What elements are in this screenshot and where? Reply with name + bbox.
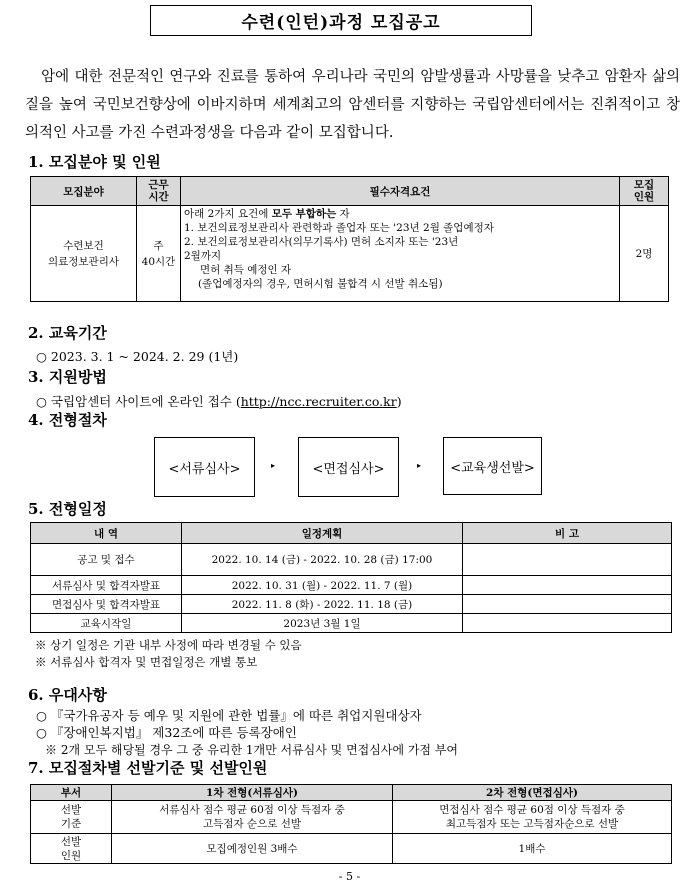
preference-note: ※ 2개 모두 해당될 경우 그 중 유리한 1개만 서류심사 및 면접심사에 가점 부여: [45, 743, 459, 757]
section-4-heading: 4. 전형절차: [28, 411, 107, 429]
recruitment-table: [30, 176, 669, 302]
section-2-heading: 2. 교육기간: [28, 324, 107, 342]
schedule-plan: 2022. 10. 14 (금) - 2022. 10. 28 (금) 17:00: [182, 544, 463, 576]
schedule-table: [30, 522, 672, 633]
header-requirements: 필수자격요건: [181, 177, 620, 206]
schedule-plan: 2022. 11. 8 (화) - 2022. 11. 18 (금): [182, 595, 463, 614]
schedule-note: [463, 576, 672, 595]
selection-label: 선발 인원: [31, 834, 112, 864]
selection-first: 서류심사 점수 평균 60점 이상 득점자 중 고득점자 순으로 선발: [112, 801, 393, 834]
selection-second: 면접심사 점수 평균 60점 이상 득점자 중 최고득점자 또는 고득점자순으로 선발: [393, 801, 672, 834]
req-2c: 면허 취득 예정인 자: [200, 264, 292, 276]
schedule-header-item: 내 역: [31, 523, 182, 544]
schedule-note-2: ※ 서류심사 합격자 및 면접일정은 개별 통보: [35, 655, 258, 669]
application-method: ○ 국립암센터 사이트에 온라인 접수 (http://ncc.recruiter.co.kr): [36, 394, 402, 409]
schedule-item: 공고 및 접수: [31, 544, 182, 576]
req-2: 2. 보건의료정보관리사(의무기록사) 면허 소지자 또는 '23년: [184, 236, 459, 248]
selection-table: [30, 784, 672, 864]
page-number: - 5 -: [338, 870, 361, 883]
section-1-heading: 1. 모집분야 및 인원: [28, 153, 161, 171]
schedule-plan: 2022. 10. 31 (월) - 2022. 11. 7 (월): [182, 576, 463, 595]
selection-header-dept: 부서: [31, 785, 112, 801]
arrow-icon: ▸: [417, 461, 422, 470]
section-6-heading: 6. 우대사항: [28, 686, 107, 704]
cell-hours: 주 40시간: [137, 206, 181, 302]
cell-field: 수련보건 의료정보관리사: [31, 206, 137, 302]
header-field: 모집분야: [31, 177, 137, 206]
step-document-review: <서류심사>: [154, 437, 255, 497]
selection-header-first: 1차 전형(서류심사): [112, 785, 393, 801]
selection-header-second: 2차 전형(면접심사): [393, 785, 672, 801]
page-title: 수련(인턴)과정 모집공고: [150, 5, 532, 36]
schedule-item: 서류심사 및 합격자발표: [31, 576, 182, 595]
req-intro: 아래 2가지 요건에 모두 부합하는 자: [184, 208, 350, 220]
section-3-heading: 3. 지원방법: [28, 368, 107, 386]
step-interview: <면접심사>: [298, 437, 399, 497]
req-2b: 2월까지: [184, 250, 222, 262]
schedule-header-note: 비 고: [463, 523, 672, 544]
arrow-icon: ▸: [271, 461, 276, 470]
schedule-item: 교육시작일: [31, 614, 182, 633]
education-period: ○ 2023. 3. 1 ~ 2024. 2. 29 (1년): [36, 349, 239, 364]
preference-item-2: ○ 『장애인복지법』 제32조에 따른 등록장애인: [36, 725, 297, 740]
schedule-note-1: ※ 상기 일정은 기관 내부 사정에 따라 변경될 수 있음: [35, 638, 302, 652]
req-1: 1. 보건의료정보관리사 관련학과 졸업자 또는 '23년 2월 졸업예정자: [184, 222, 494, 234]
schedule-note: [463, 595, 672, 614]
application-link[interactable]: http://ncc.recruiter.co.kr: [240, 394, 397, 409]
schedule-header-plan: 일정계획: [182, 523, 463, 544]
cell-requirements: [181, 206, 620, 302]
selection-label: 선발 기준: [31, 801, 112, 834]
selection-second: 1배수: [393, 834, 672, 864]
section-7-heading: 7. 모집절차별 선발기준 및 선발인원: [28, 759, 268, 777]
schedule-note: [463, 544, 672, 576]
cell-count: 2명: [620, 206, 669, 302]
step-selection: <교육생선발>: [443, 437, 542, 495]
req-3: (졸업예정자의 경우, 면허시험 불합격 시 선발 취소됨): [198, 278, 443, 290]
selection-first: 모집예정인원 3배수: [112, 834, 393, 864]
schedule-plan: 2023년 3월 1일: [182, 614, 463, 633]
schedule-item: 면접심사 및 합격자발표: [31, 595, 182, 614]
header-count: 모집 인원: [620, 177, 669, 206]
preference-item-1: ○ 『국가유공자 등 예우 및 지원에 관한 법률』에 따른 취업지원대상자: [36, 708, 422, 723]
header-hours: 근무 시간: [137, 177, 181, 206]
intro-paragraph: 암에 대한 전문적인 연구와 진료를 통하여 우리나라 국민의 암발생률과 사망률을 낮추고 암환자 삶의 질을 높여 국민보건향상에 이바지하며 세계최고의 암센터를 지향하는 국립암센터에서는 진취적이고 창의적인 사고를 가진 수련과정생을 다음과 같이 모집합니다.: [25, 69, 681, 141]
section-5-heading: 5. 전형일정: [28, 500, 107, 518]
schedule-note: [463, 614, 672, 633]
